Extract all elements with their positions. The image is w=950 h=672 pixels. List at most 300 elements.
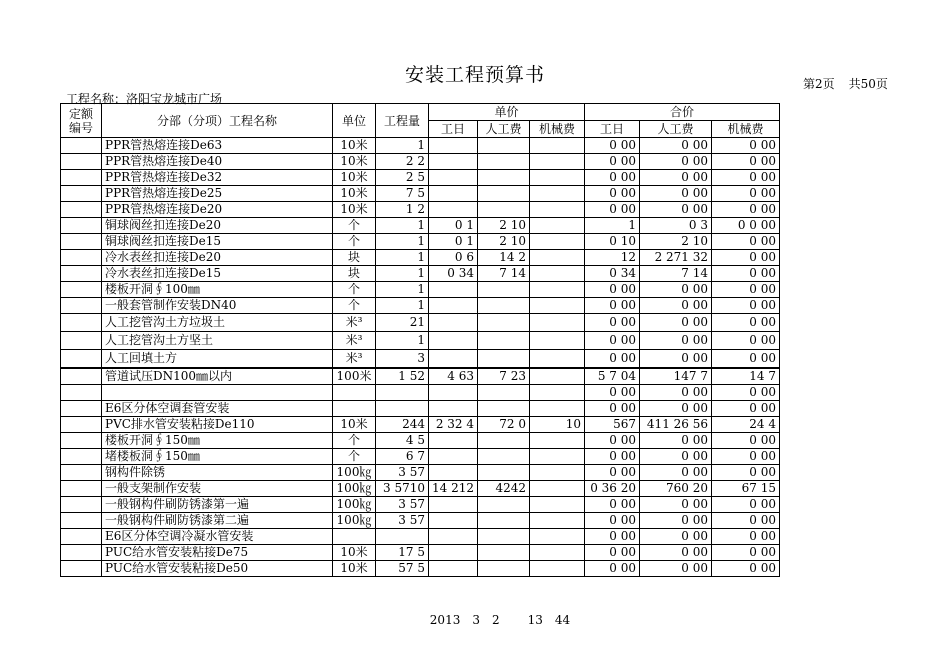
row-name: E6区分体空调冷凝水管安装 [102,529,333,545]
row-unit-labor-fee: 14 2 [478,250,530,266]
row-code [61,332,102,350]
row-code [61,202,102,218]
row-total-labor-day: 0 00 [585,529,640,545]
row-unit-labor-fee [478,529,530,545]
row-name: 冷水表丝扣连接De15 [102,266,333,282]
row-total-labor-fee: 0 00 [640,186,712,202]
row-qty: 57 5 [376,561,429,577]
row-total-labor-day: 567 [585,417,640,433]
row-unit-machine-fee [530,449,585,465]
row-unit-machine-fee [530,481,585,497]
row-unit-labor-day [429,433,478,449]
row-total-labor-day: 0 00 [585,314,640,332]
row-total-machine-fee: 0 00 [712,545,780,561]
row-name: PVC排水管安装粘接De110 [102,417,333,433]
row-unit-labor-day [429,401,478,417]
row-unit: 块 [333,250,376,266]
row-unit-labor-day: 0 1 [429,234,478,250]
row-total-labor-fee: 0 00 [640,513,712,529]
row-total-labor-fee: 0 00 [640,298,712,314]
table-row [61,234,780,250]
row-total-labor-fee: 2 271 32 [640,250,712,266]
row-total-machine-fee: 0 00 [712,332,780,350]
row-unit: 个 [333,234,376,250]
row-unit-labor-fee: 7 14 [478,266,530,282]
row-unit-machine-fee [530,266,585,282]
row-unit-machine-fee [530,314,585,332]
row-unit-labor-day [429,186,478,202]
row-unit-machine-fee [530,350,585,369]
row-unit: 10米 [333,154,376,170]
row-unit-machine-fee [530,218,585,234]
row-qty [376,529,429,545]
row-total-labor-day: 0 36 20 [585,481,640,497]
row-total-labor-fee: 147 7 [640,368,712,385]
row-code [61,250,102,266]
row-unit: 10米 [333,202,376,218]
row-unit-labor-day [429,561,478,577]
row-name: 楼板开洞∮100㎜ [102,282,333,298]
row-total-labor-day: 0 00 [585,186,640,202]
table-row [61,545,780,561]
row-unit-labor-fee [478,433,530,449]
row-code [61,298,102,314]
row-unit-labor-day [429,513,478,529]
table-row [61,385,780,401]
row-code [61,529,102,545]
header-unit: 单位 [333,104,376,138]
row-unit [333,529,376,545]
row-unit: 个 [333,298,376,314]
row-name: PPR管热熔连接De40 [102,154,333,170]
row-unit: 100米 [333,368,376,385]
header-machine-fee: 机械费 [530,121,585,138]
row-qty [376,385,429,401]
row-total-machine-fee: 0 00 [712,234,780,250]
row-total-machine-fee: 0 00 [712,266,780,282]
row-total-labor-fee: 0 00 [640,433,712,449]
row-name: PPR管热熔连接De32 [102,170,333,186]
row-code [61,186,102,202]
row-unit-labor-day [429,298,478,314]
table-row [61,529,780,545]
row-unit-labor-fee [478,202,530,218]
table-row [61,138,780,154]
row-total-labor-day: 0 00 [585,449,640,465]
row-total-machine-fee: 0 00 [712,154,780,170]
budget-table [60,103,780,577]
table-row [61,186,780,202]
row-unit-labor-fee: 4242 [478,481,530,497]
row-name: 人工回填土方 [102,350,333,369]
row-total-labor-day: 0 00 [585,561,640,577]
row-unit-labor-day: 0 6 [429,250,478,266]
row-total-labor-day: 0 00 [585,282,640,298]
row-code [61,417,102,433]
row-total-labor-fee: 411 26 56 [640,417,712,433]
row-qty: 3 57 [376,497,429,513]
row-total-machine-fee: 0 00 [712,449,780,465]
row-code [61,282,102,298]
row-total-machine-fee: 0 00 [712,170,780,186]
row-unit-machine-fee [530,433,585,449]
row-unit: 100㎏ [333,513,376,529]
row-name: 一般钢构件刷防锈漆第二遍 [102,513,333,529]
row-name: 铜球阀丝扣连接De20 [102,218,333,234]
row-unit-labor-fee [478,282,530,298]
row-name: PPR管热熔连接De25 [102,186,333,202]
row-name: PPR管热熔连接De20 [102,202,333,218]
row-unit: 10米 [333,186,376,202]
page-total: 共50页 [848,77,888,91]
row-total-labor-fee: 0 00 [640,561,712,577]
row-code [61,465,102,481]
row-total-machine-fee: 0 00 [712,186,780,202]
row-total-labor-fee: 0 00 [640,314,712,332]
row-unit-labor-fee [478,170,530,186]
row-unit-machine-fee [530,497,585,513]
table-row [61,250,780,266]
row-total-labor-fee: 0 00 [640,154,712,170]
row-unit-labor-fee [478,385,530,401]
header-total-labor-day: 工日 [585,121,640,138]
row-unit-machine-fee [530,545,585,561]
footer-year: 2013 [429,613,461,627]
row-unit-labor-fee [478,298,530,314]
row-unit: 100㎏ [333,465,376,481]
row-unit [333,401,376,417]
row-total-labor-fee: 0 00 [640,350,712,369]
project-name: 工程名称：洛阳宝龙城市广场 [66,92,223,106]
table-row [61,433,780,449]
row-unit-machine-fee [530,154,585,170]
footer-month: 3 [472,613,480,627]
row-unit-labor-fee [478,314,530,332]
row-qty: 1 2 [376,202,429,218]
header-unit-price: 单价 [429,104,585,121]
row-total-machine-fee: 67 15 [712,481,780,497]
row-qty: 3 [376,350,429,369]
row-unit-machine-fee [530,465,585,481]
row-total-labor-fee: 0 00 [640,170,712,186]
row-total-labor-day: 0 00 [585,170,640,186]
row-total-labor-fee: 0 00 [640,332,712,350]
row-unit: 100㎏ [333,481,376,497]
table-row [61,350,780,369]
row-total-machine-fee: 24 4 [712,417,780,433]
row-total-labor-fee: 0 00 [640,401,712,417]
row-unit-machine-fee [530,332,585,350]
row-code [61,170,102,186]
row-unit-labor-day [429,545,478,561]
row-unit-machine-fee [530,298,585,314]
row-name: 一般支架制作安装 [102,481,333,497]
row-qty: 6 7 [376,449,429,465]
row-total-labor-fee: 7 14 [640,266,712,282]
table-row [61,465,780,481]
row-total-labor-fee: 0 00 [640,282,712,298]
header-total-machine-fee: 机械费 [712,121,780,138]
row-total-labor-day: 0 10 [585,234,640,250]
header-qty: 工程量 [376,104,429,138]
row-name: 钢构件除锈 [102,465,333,481]
row-total-labor-fee: 0 3 [640,218,712,234]
row-unit-labor-day [429,449,478,465]
row-name: 管道试压DN100㎜以内 [102,368,333,385]
row-unit-machine-fee [530,202,585,218]
row-qty: 1 [376,250,429,266]
row-qty: 21 [376,314,429,332]
row-name: PUC给水管安装粘接De50 [102,561,333,577]
row-name: 人工挖管沟土方垃圾土 [102,314,333,332]
row-total-machine-fee: 0 00 [712,298,780,314]
row-total-labor-fee: 0 00 [640,465,712,481]
row-unit-labor-fee [478,350,530,369]
row-unit: 个 [333,218,376,234]
table-row [61,449,780,465]
row-total-labor-day: 0 00 [585,545,640,561]
row-code [61,138,102,154]
table-row [61,561,780,577]
row-qty: 3 57 [376,513,429,529]
row-unit-labor-fee [478,332,530,350]
row-qty: 2 2 [376,154,429,170]
row-unit-labor-fee: 7 23 [478,368,530,385]
table-row [61,170,780,186]
row-total-machine-fee: 0 00 [712,350,780,369]
row-code [61,350,102,369]
row-code [61,401,102,417]
row-unit-labor-day [429,314,478,332]
row-unit-labor-day: 4 63 [429,368,478,385]
header-code: 定额编号 [61,104,102,138]
row-name: 一般套管制作安装DN40 [102,298,333,314]
row-total-machine-fee: 0 00 [712,401,780,417]
row-unit: 10米 [333,561,376,577]
row-code [61,218,102,234]
row-total-machine-fee: 0 0 00 [712,218,780,234]
row-unit-labor-day [429,332,478,350]
row-total-labor-day: 0 34 [585,266,640,282]
row-name: 一般钢构件刷防锈漆第一遍 [102,497,333,513]
table-row [61,481,780,497]
row-unit: 100㎏ [333,497,376,513]
row-name: 楼板开洞∮150㎜ [102,433,333,449]
row-total-labor-fee: 0 00 [640,529,712,545]
row-total-labor-fee: 0 00 [640,385,712,401]
row-unit-labor-fee [478,154,530,170]
row-code [61,545,102,561]
row-qty: 2 5 [376,170,429,186]
row-unit: 10米 [333,417,376,433]
row-unit: 个 [333,449,376,465]
row-unit-labor-fee: 2 10 [478,218,530,234]
row-code [61,266,102,282]
row-unit-labor-day [429,138,478,154]
row-unit-machine-fee [530,170,585,186]
table-row [61,401,780,417]
row-unit-labor-day [429,465,478,481]
row-unit: 10米 [333,170,376,186]
row-unit-labor-day [429,529,478,545]
row-qty: 1 [376,298,429,314]
row-total-machine-fee: 0 00 [712,513,780,529]
row-qty: 17 5 [376,545,429,561]
table-row [61,417,780,433]
row-code [61,449,102,465]
row-code [61,368,102,385]
row-unit: 个 [333,433,376,449]
row-unit-machine-fee [530,529,585,545]
row-unit-labor-day: 14 212 [429,481,478,497]
row-unit: 米³ [333,314,376,332]
row-total-machine-fee: 0 00 [712,282,780,298]
row-total-machine-fee: 14 7 [712,368,780,385]
row-unit-machine-fee [530,368,585,385]
page-info [803,75,888,92]
header-labor-day: 工日 [429,121,478,138]
row-code [61,385,102,401]
row-qty: 4 5 [376,433,429,449]
document-title: 安装工程预算书 [404,64,545,86]
row-code [61,497,102,513]
table-row [61,154,780,170]
row-qty: 244 [376,417,429,433]
row-unit-labor-day [429,497,478,513]
row-unit-labor-day [429,170,478,186]
row-unit-labor-day [429,385,478,401]
row-unit-labor-day [429,154,478,170]
header-labor-fee: 人工费 [478,121,530,138]
row-unit-labor-fee [478,138,530,154]
row-unit-labor-day [429,350,478,369]
row-code [61,561,102,577]
print-timestamp [0,613,950,627]
row-total-labor-day: 0 00 [585,465,640,481]
row-unit-machine-fee [530,282,585,298]
table-row [61,368,780,385]
row-code [61,234,102,250]
row-name: 铜球阀丝扣连接De15 [102,234,333,250]
row-qty: 1 52 [376,368,429,385]
row-total-machine-fee: 0 00 [712,138,780,154]
row-unit-machine-fee [530,250,585,266]
row-total-labor-day: 0 00 [585,332,640,350]
row-code [61,314,102,332]
row-total-labor-day: 12 [585,250,640,266]
row-code [61,513,102,529]
row-unit [333,385,376,401]
row-name: 堵楼板洞∮150㎜ [102,449,333,465]
row-unit-labor-fee [478,401,530,417]
row-code [61,481,102,497]
row-unit-labor-fee [478,545,530,561]
table-row [61,282,780,298]
row-unit-machine-fee [530,385,585,401]
row-total-machine-fee: 0 00 [712,465,780,481]
row-total-labor-day: 0 00 [585,350,640,369]
row-unit: 10米 [333,545,376,561]
row-unit-machine-fee [530,138,585,154]
row-total-labor-day: 0 00 [585,513,640,529]
row-unit-labor-fee [478,186,530,202]
row-total-labor-day: 0 00 [585,154,640,170]
table-row [61,266,780,282]
row-unit-machine-fee [530,401,585,417]
row-total-labor-day: 0 00 [585,202,640,218]
row-total-labor-fee: 0 00 [640,202,712,218]
row-unit-labor-fee: 72 0 [478,417,530,433]
row-total-machine-fee: 0 00 [712,561,780,577]
row-total-machine-fee: 0 00 [712,250,780,266]
row-code [61,433,102,449]
row-name: PPR管热熔连接De63 [102,138,333,154]
row-qty: 1 [376,138,429,154]
row-qty: 1 [376,266,429,282]
row-total-labor-day: 0 00 [585,298,640,314]
row-qty [376,401,429,417]
footer-day: 2 [491,613,500,627]
row-total-machine-fee: 0 00 [712,497,780,513]
table-row [61,314,780,332]
row-total-labor-fee: 0 00 [640,497,712,513]
row-unit-machine-fee [530,561,585,577]
row-total-labor-day: 0 00 [585,138,640,154]
row-qty: 1 [376,234,429,250]
row-name [102,385,333,401]
row-unit: 10米 [333,138,376,154]
table-row [61,497,780,513]
row-unit-labor-fee [478,449,530,465]
row-unit: 米³ [333,350,376,369]
row-name: E6区分体空调套管安装 [102,401,333,417]
row-unit-machine-fee [530,186,585,202]
row-unit-labor-day: 0 1 [429,218,478,234]
row-qty: 1 [376,282,429,298]
row-unit-labor-fee [478,561,530,577]
row-qty: 3 57 [376,465,429,481]
row-total-labor-fee: 0 00 [640,449,712,465]
row-unit-labor-fee [478,465,530,481]
row-total-machine-fee: 0 00 [712,529,780,545]
row-unit-labor-fee: 2 10 [478,234,530,250]
row-unit: 块 [333,266,376,282]
row-total-labor-day: 0 00 [585,401,640,417]
row-unit-labor-fee [478,497,530,513]
row-unit-machine-fee: 10 [530,417,585,433]
row-total-labor-day: 1 [585,218,640,234]
table-row [61,298,780,314]
row-qty: 3 5710 [376,481,429,497]
row-total-machine-fee: 0 00 [712,202,780,218]
row-qty: 7 5 [376,186,429,202]
row-total-labor-fee: 0 00 [640,545,712,561]
page-current: 第2页 [803,77,835,91]
row-total-labor-day: 0 00 [585,497,640,513]
row-unit-labor-day: 2 32 4 [429,417,478,433]
row-total-labor-day: 5 7 04 [585,368,640,385]
row-total-labor-fee: 2 10 [640,234,712,250]
row-total-machine-fee: 0 00 [712,385,780,401]
row-unit-labor-day [429,282,478,298]
row-code [61,154,102,170]
row-total-machine-fee: 0 00 [712,433,780,449]
row-unit: 个 [333,282,376,298]
row-total-machine-fee: 0 00 [712,314,780,332]
row-name: PUC给水管安装粘接De75 [102,545,333,561]
table-row [61,202,780,218]
footer-hour: 13 [527,613,543,627]
